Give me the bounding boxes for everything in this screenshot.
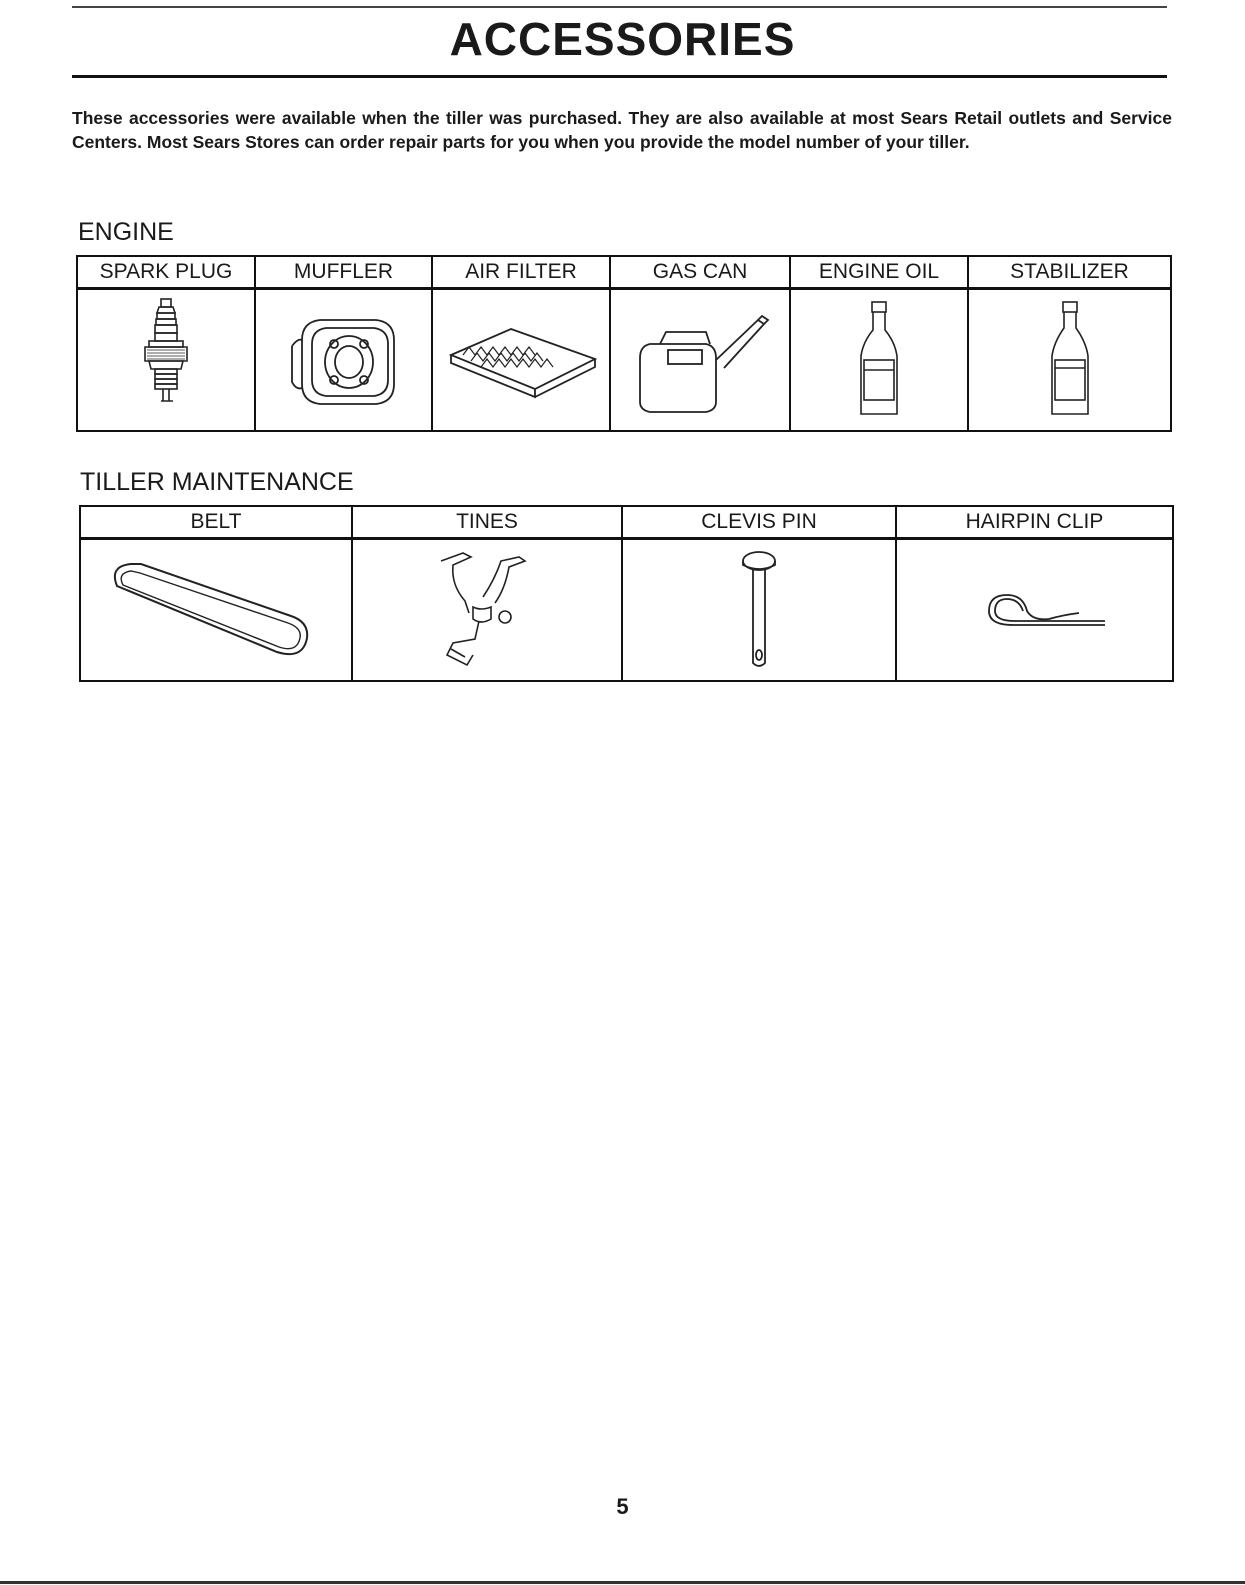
clevis-pin-icon xyxy=(729,545,789,675)
top-rule xyxy=(72,6,1167,8)
tiller-picture-row xyxy=(80,539,1173,682)
engine-accessories-table xyxy=(76,255,1172,432)
spark-plug-cell xyxy=(77,289,255,432)
engine-item-label: MUFFLER xyxy=(255,256,432,289)
engine-oil-cell xyxy=(790,289,968,432)
air-filter-icon xyxy=(441,315,601,405)
stabilizer-cell xyxy=(968,289,1171,432)
spark-plug-icon xyxy=(131,295,201,425)
page-number: 5 xyxy=(616,1494,629,1519)
clevis-pin-cell xyxy=(622,539,896,682)
engine-item-label: SPARK PLUG xyxy=(77,256,255,289)
intro-paragraph: These accessories were available when the tiller was purchased. They are also available at most Sears Retail outlets and Service Centers. Most Sears Stores can order repair parts for you when you provide the model number of your tiller. xyxy=(72,108,1172,152)
tiller-label-row xyxy=(80,506,1173,539)
engine-item-label: AIR FILTER xyxy=(432,256,610,289)
engine-heading: ENGINE xyxy=(78,218,174,246)
tines-cell xyxy=(352,539,622,682)
engine-item-label: STABILIZER xyxy=(968,256,1171,289)
page-title: ACCESSORIES xyxy=(449,13,796,65)
bottom-rule xyxy=(0,1581,1245,1584)
engine-item-label: GAS CAN xyxy=(610,256,790,289)
tiller-item-label: HAIRPIN CLIP xyxy=(896,506,1173,539)
muffler-cell xyxy=(255,289,432,432)
tiller-item-label: BELT xyxy=(80,506,352,539)
engine-item-label: ENGINE OIL xyxy=(790,256,968,289)
tiller-item-label: CLEVIS PIN xyxy=(622,506,896,539)
stabilizer-bottle-icon xyxy=(1035,298,1105,423)
engine-label-row xyxy=(77,256,1171,289)
gas-can-icon xyxy=(620,300,780,420)
muffler-icon xyxy=(274,300,414,420)
tiller-maintenance-heading: TILLER MAINTENANCE xyxy=(80,468,354,496)
tiller-item-label: TINES xyxy=(352,506,622,539)
hairpin-clip-cell xyxy=(896,539,1173,682)
engine-picture-row xyxy=(77,289,1171,432)
tiller-accessories-table xyxy=(79,505,1174,682)
oil-bottle-icon xyxy=(844,298,914,423)
belt-icon xyxy=(101,550,331,670)
gas-can-cell xyxy=(610,289,790,432)
tines-icon xyxy=(427,545,547,675)
hairpin-clip-icon xyxy=(955,575,1115,645)
title-rule xyxy=(72,75,1167,78)
air-filter-cell xyxy=(432,289,610,432)
belt-cell xyxy=(80,539,352,682)
